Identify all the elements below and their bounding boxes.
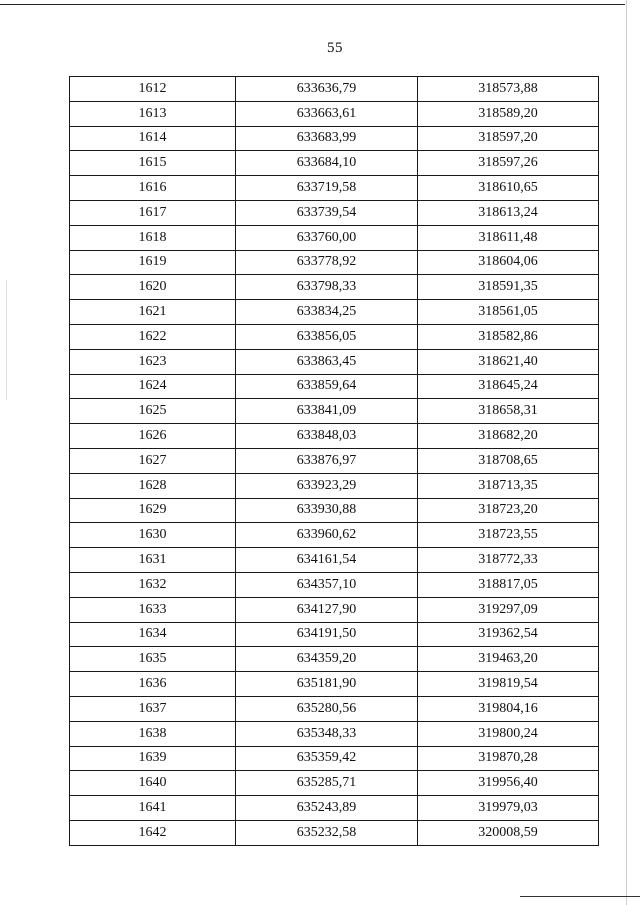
point-number-cell: 1642 [70,820,236,845]
table-row [70,424,599,449]
x-coordinate-cell: 633778,92 [236,250,418,275]
x-coordinate-cell: 633841,09 [236,399,418,424]
x-coordinate-cell: 634127,90 [236,597,418,622]
x-coordinate-cell: 633683,99 [236,126,418,151]
x-coordinate-cell: 633960,62 [236,523,418,548]
point-number-cell: 1617 [70,200,236,225]
y-coordinate-cell: 318621,40 [418,349,599,374]
point-number-cell: 1638 [70,721,236,746]
table-row [70,250,599,275]
x-coordinate-cell: 633636,79 [236,77,418,102]
point-number-cell: 1622 [70,324,236,349]
table-row [70,176,599,201]
table-row [70,448,599,473]
table-row [70,126,599,151]
y-coordinate-cell: 318682,20 [418,424,599,449]
x-coordinate-cell: 633923,29 [236,473,418,498]
point-number-cell: 1631 [70,548,236,573]
point-number-cell: 1628 [70,473,236,498]
point-number-cell: 1634 [70,622,236,647]
x-coordinate-cell: 633663,61 [236,101,418,126]
table-row [70,498,599,523]
table-row [70,696,599,721]
y-coordinate-cell: 318597,26 [418,151,599,176]
table-row [70,101,599,126]
x-coordinate-cell: 634359,20 [236,647,418,672]
x-coordinate-cell: 633848,03 [236,424,418,449]
x-coordinate-cell: 633863,45 [236,349,418,374]
table-row [70,548,599,573]
point-number-cell: 1615 [70,151,236,176]
y-coordinate-cell: 319870,28 [418,746,599,771]
coordinates-table [69,76,599,846]
table-row [70,77,599,102]
point-number-cell: 1616 [70,176,236,201]
point-number-cell: 1613 [70,101,236,126]
y-coordinate-cell: 318708,65 [418,448,599,473]
y-coordinate-cell: 319362,54 [418,622,599,647]
x-coordinate-cell: 635280,56 [236,696,418,721]
page-number: 55 [327,40,343,56]
table-row [70,300,599,325]
y-coordinate-cell: 319956,40 [418,771,599,796]
y-coordinate-cell: 318611,48 [418,225,599,250]
point-number-cell: 1639 [70,746,236,771]
y-coordinate-cell: 318573,88 [418,77,599,102]
table-row [70,225,599,250]
x-coordinate-cell: 633684,10 [236,151,418,176]
x-coordinate-cell: 635232,58 [236,820,418,845]
point-number-cell: 1641 [70,796,236,821]
table-row [70,746,599,771]
table-row [70,151,599,176]
x-coordinate-cell: 635285,71 [236,771,418,796]
table-row [70,721,599,746]
point-number-cell: 1624 [70,374,236,399]
point-number-cell: 1623 [70,349,236,374]
x-coordinate-cell: 635348,33 [236,721,418,746]
y-coordinate-cell: 318604,06 [418,250,599,275]
x-coordinate-cell: 635359,42 [236,746,418,771]
scan-edge-left [6,280,7,400]
table-row [70,324,599,349]
table-row [70,622,599,647]
y-coordinate-cell: 318589,20 [418,101,599,126]
y-coordinate-cell: 319819,54 [418,672,599,697]
scan-edge-bottom [520,896,640,897]
y-coordinate-cell: 318645,24 [418,374,599,399]
scan-edge-top [0,4,625,5]
y-coordinate-cell: 318658,31 [418,399,599,424]
x-coordinate-cell: 633930,88 [236,498,418,523]
y-coordinate-cell: 320008,59 [418,820,599,845]
x-coordinate-cell: 634161,54 [236,548,418,573]
y-coordinate-cell: 318613,24 [418,200,599,225]
y-coordinate-cell: 318723,55 [418,523,599,548]
table-row [70,572,599,597]
point-number-cell: 1629 [70,498,236,523]
point-number-cell: 1637 [70,696,236,721]
table-row [70,399,599,424]
point-number-cell: 1633 [70,597,236,622]
table-row [70,200,599,225]
point-number-cell: 1614 [70,126,236,151]
y-coordinate-cell: 318713,35 [418,473,599,498]
x-coordinate-cell: 633834,25 [236,300,418,325]
table-row [70,771,599,796]
point-number-cell: 1620 [70,275,236,300]
table-row [70,473,599,498]
coordinates-table-body [70,77,599,846]
y-coordinate-cell: 319800,24 [418,721,599,746]
point-number-cell: 1621 [70,300,236,325]
table-row [70,374,599,399]
x-coordinate-cell: 633859,64 [236,374,418,399]
x-coordinate-cell: 633876,97 [236,448,418,473]
table-row [70,597,599,622]
y-coordinate-cell: 318582,86 [418,324,599,349]
point-number-cell: 1619 [70,250,236,275]
y-coordinate-cell: 318723,20 [418,498,599,523]
y-coordinate-cell: 318591,35 [418,275,599,300]
x-coordinate-cell: 633856,05 [236,324,418,349]
x-coordinate-cell: 635243,89 [236,796,418,821]
x-coordinate-cell: 633739,54 [236,200,418,225]
table-row [70,820,599,845]
y-coordinate-cell: 318561,05 [418,300,599,325]
y-coordinate-cell: 318610,65 [418,176,599,201]
y-coordinate-cell: 319804,16 [418,696,599,721]
table-row [70,523,599,548]
point-number-cell: 1618 [70,225,236,250]
y-coordinate-cell: 319463,20 [418,647,599,672]
scan-edge-right [626,0,627,905]
x-coordinate-cell: 633760,00 [236,225,418,250]
table-row [70,349,599,374]
table-row [70,672,599,697]
point-number-cell: 1626 [70,424,236,449]
x-coordinate-cell: 635181,90 [236,672,418,697]
point-number-cell: 1630 [70,523,236,548]
x-coordinate-cell: 634191,50 [236,622,418,647]
table-row [70,796,599,821]
point-number-cell: 1625 [70,399,236,424]
y-coordinate-cell: 318817,05 [418,572,599,597]
x-coordinate-cell: 633719,58 [236,176,418,201]
point-number-cell: 1632 [70,572,236,597]
x-coordinate-cell: 634357,10 [236,572,418,597]
y-coordinate-cell: 318772,33 [418,548,599,573]
point-number-cell: 1640 [70,771,236,796]
y-coordinate-cell: 319979,03 [418,796,599,821]
x-coordinate-cell: 633798,33 [236,275,418,300]
point-number-cell: 1635 [70,647,236,672]
point-number-cell: 1627 [70,448,236,473]
y-coordinate-cell: 318597,20 [418,126,599,151]
y-coordinate-cell: 319297,09 [418,597,599,622]
table-row [70,647,599,672]
point-number-cell: 1612 [70,77,236,102]
table-row [70,275,599,300]
point-number-cell: 1636 [70,672,236,697]
